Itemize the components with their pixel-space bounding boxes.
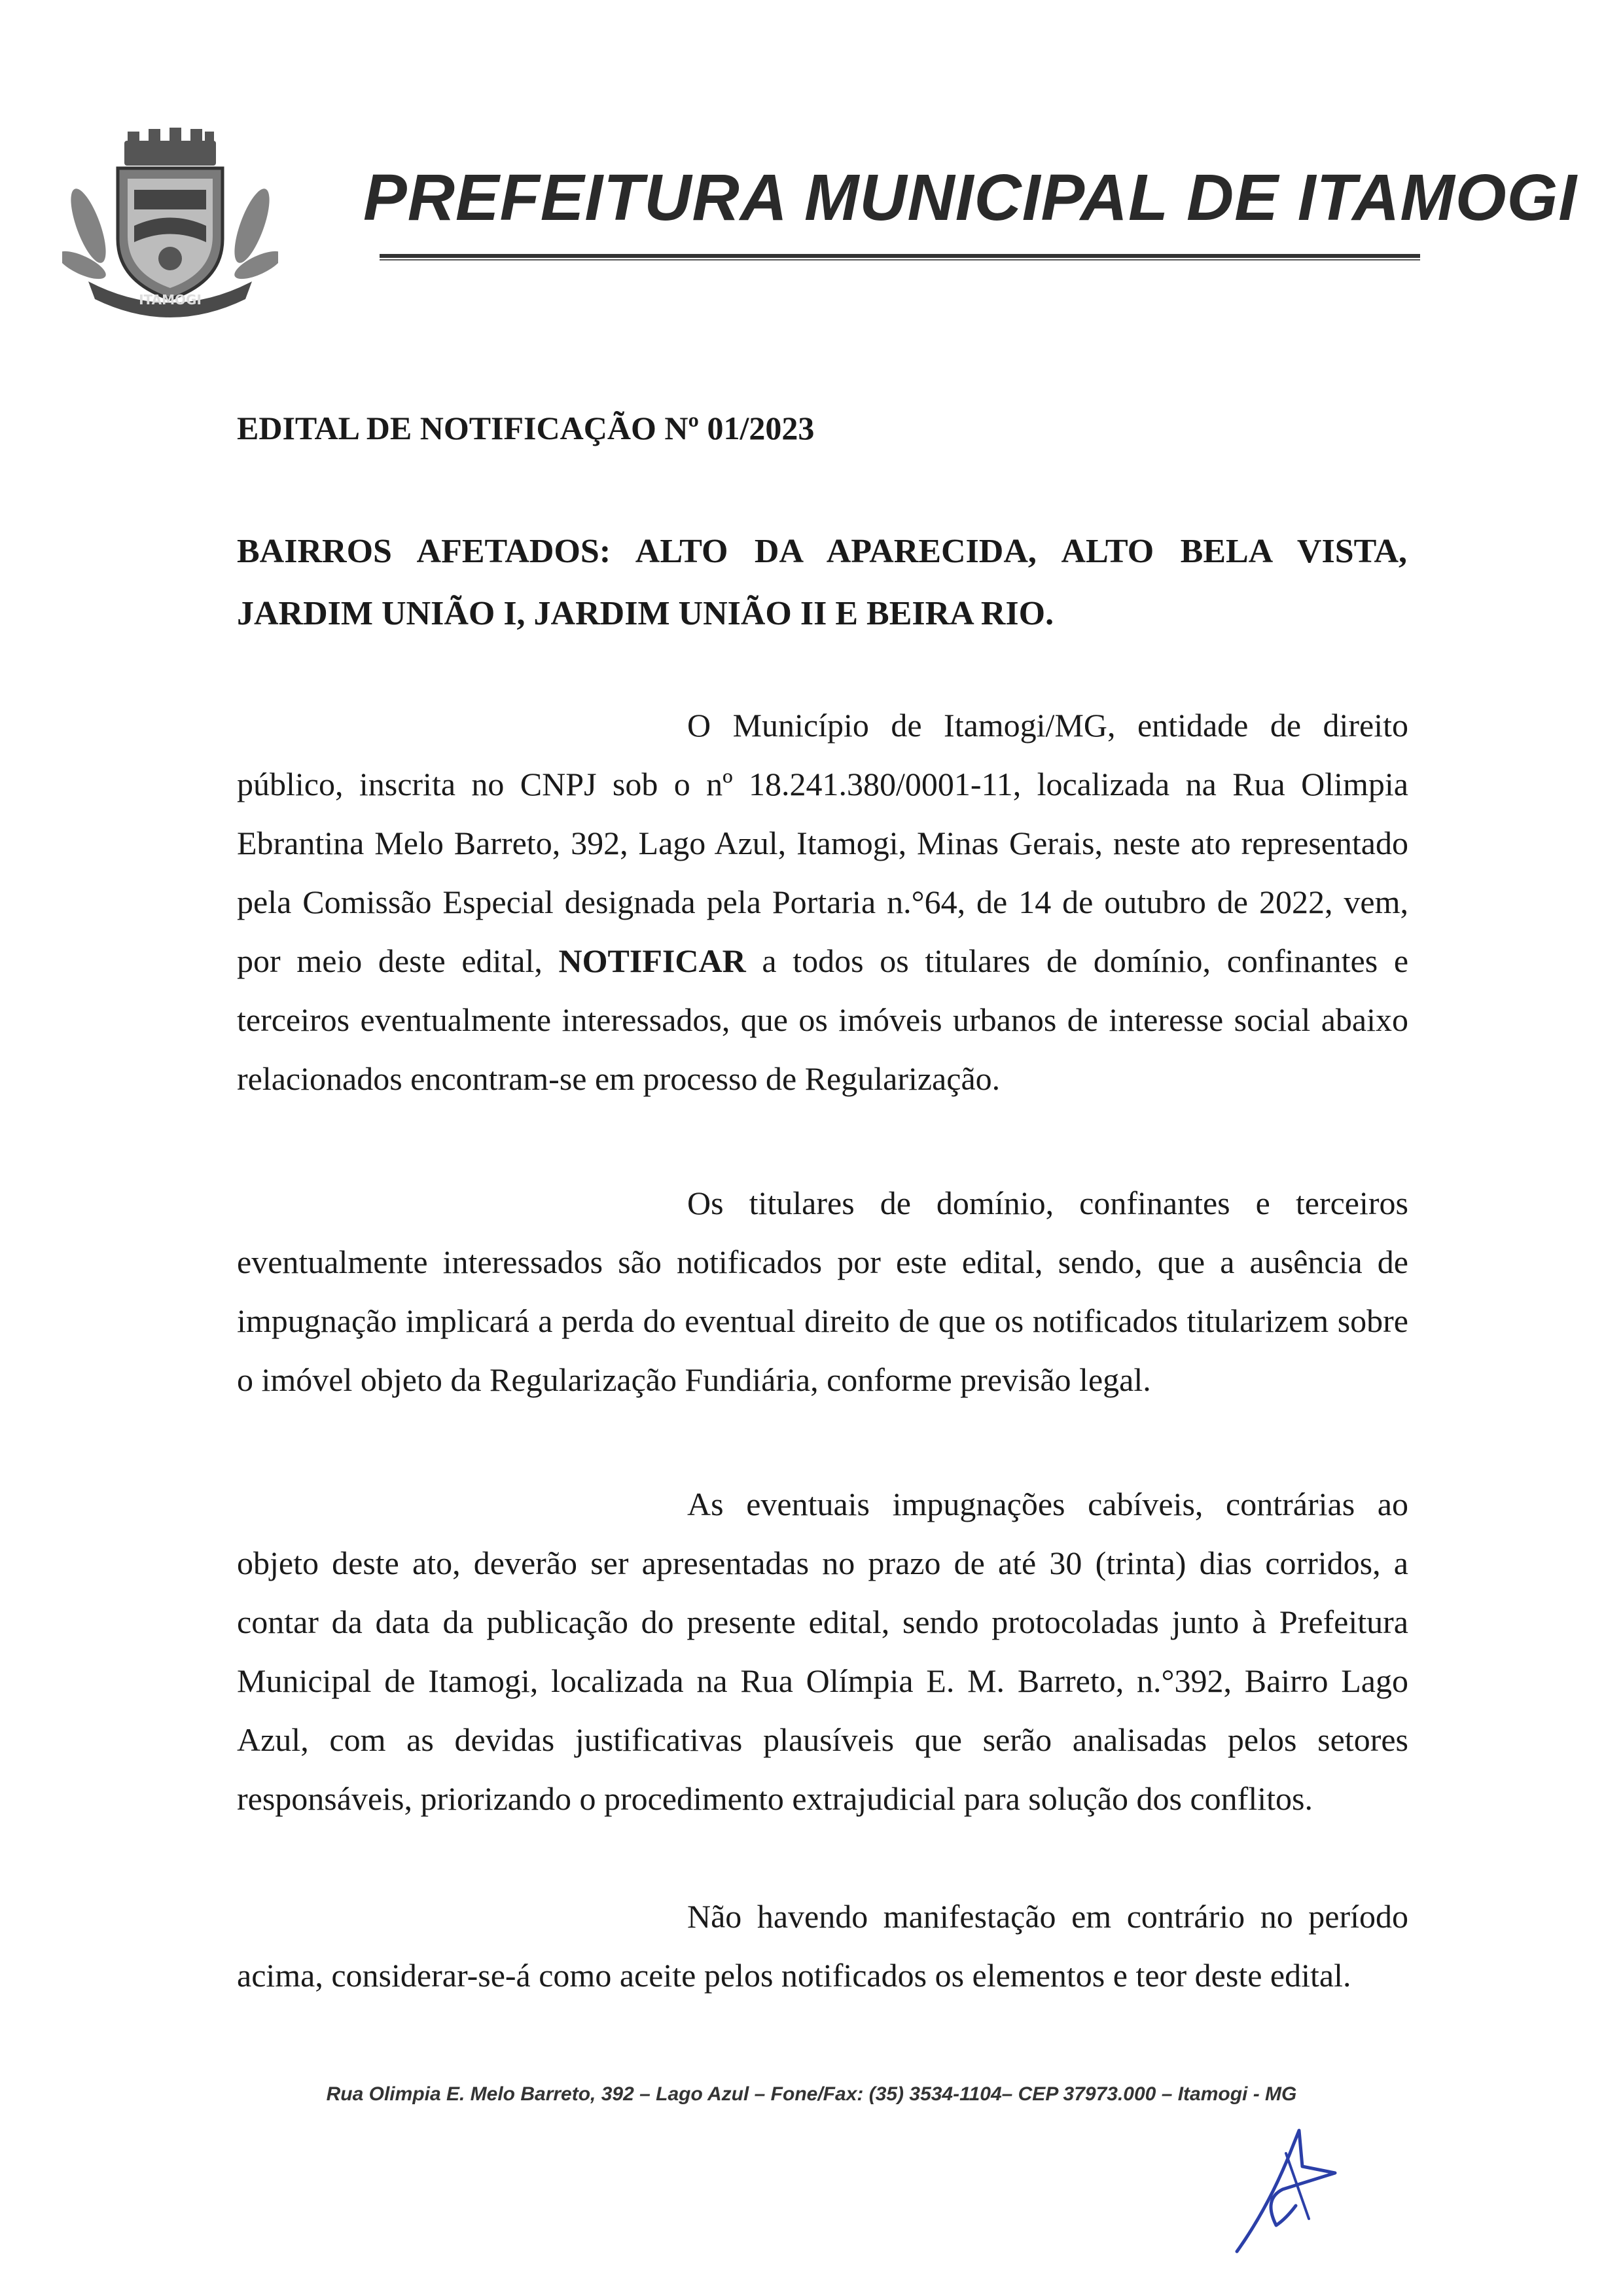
header-divider [380,254,1420,258]
handwritten-signature [1224,2127,1342,2258]
municipality-title: PREFEITURA MUNICIPAL DE ITAMOGI [363,161,1578,234]
paragraph-holders: Os titulares de domínio, confinantes e terceiros eventualmente interessados são notificados por este edital, sendo, que a ausência de impugnação implicará a perda do eventual direito de que os notificados titularizem sobre o imóvel objeto da Regularização Fundiária, conforme previsão legal. [237,1185,1408,1398]
svg-text:ITAMOGI: ITAMOGI [139,292,202,308]
municipal-crest-logo [62,128,278,324]
paragraph-acceptance: Não havendo manifestação em contrário no período acima, considerar-se-á como aceite pelos notificados os elementos e teor deste edital. [237,1898,1408,1994]
paragraph-notification-text-a: O Município de Itamogi/MG, entidade de direito público, inscrita no CNPJ sob o nº 18.241.380/0001-11, localizada na Rua Olimpia Ebrantina Melo Barreto, 392, Lago Azul, Itamogi, Minas Gerais, neste ato representado pela Comissão Especial designada pela Portaria n.°64, de 14 de outubro de 2022, vem, por meio deste edital, [237,707,1408,979]
document-title: EDITAL DE NOTIFICAÇÃO Nº 01/2023 [237,410,815,446]
footer-address: Rua Olimpia E. Melo Barreto, 392 – Lago Azul – Fone/Fax: (35) 3534-1104– CEP 37973.000 – Itamogi - MG [326,2083,1297,2105]
notify-emphasis: NOTIFICAR [558,942,746,979]
paragraph-notification-text-b: a todos os titulares de domínio, confinantes e terceiros eventualmente interessados, que os imóveis urbanos de interesse social abaixo relacionados encontram-se em processo de Regularização. [237,942,1409,1097]
affected-neighborhoods-heading: BAIRROS AFETADOS: ALTO DA APARECIDA, ALTO BELA VISTA, JARDIM UNIÃO I, JARDIM UNIÃO II E BEIRA RIO. [237,533,1407,632]
paragraph-notification [237,696,1408,1108]
paragraph-impugnations: As eventuais impugnações cabíveis, contrárias ao objeto deste ato, deverão ser apresentadas no prazo de até 30 (trinta) dias corridos, a contar da data da publicação do presente edital, sendo protocoladas junto à Prefeitura Municipal de Itamogi, localizada na Rua Olímpia E. M. Barreto, n.°392, Bairro Lago Azul, com as devidas justificativas plausíveis que serão analisadas pelos setores responsáveis, priorizando o procedimento extrajudicial para solução dos conflitos. [237,1486,1408,1817]
